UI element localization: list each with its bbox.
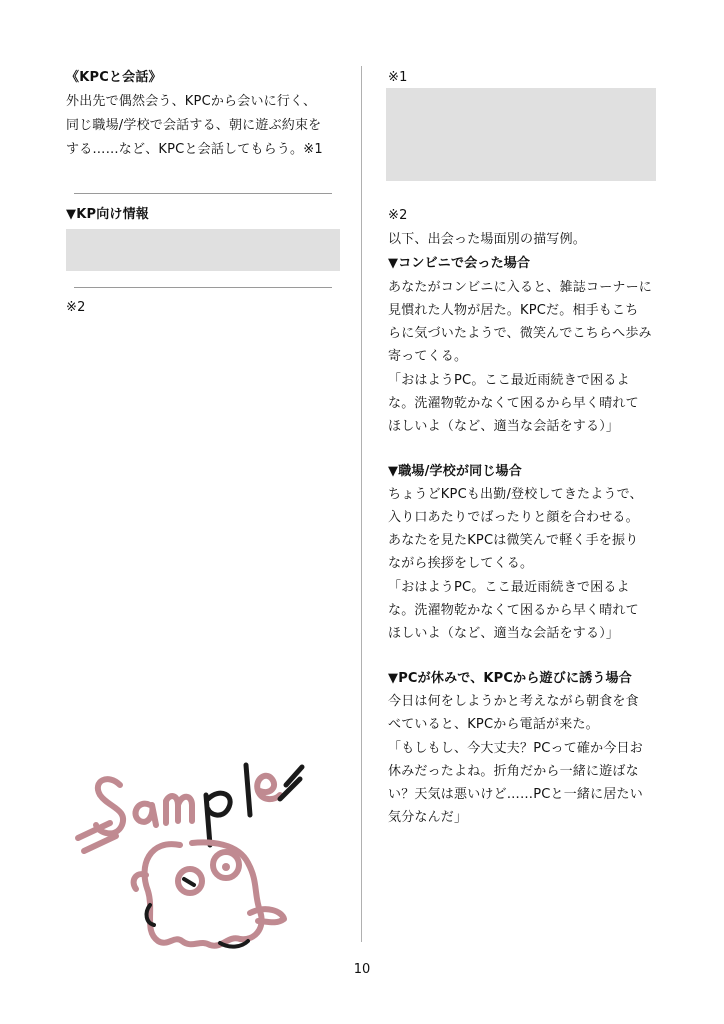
- section-line: 「おはようPC。ここ最近雨続きで困るよ: [388, 580, 630, 595]
- divider: [74, 287, 332, 288]
- section-heading: ▼PCが休みで、KPCから遊びに誘う場合: [388, 671, 632, 686]
- kp-info-box: [66, 229, 340, 271]
- note-label: ※1: [388, 70, 408, 85]
- section-line: 「おはようPC。ここ最近雨続きで困るよ: [388, 373, 630, 388]
- kpc-text-line: 外出先で偶然会う、KPCから会いに行く、: [66, 94, 317, 109]
- kpc-text-line: 同じ職場/学校で会話する、朝に遊ぶ約束を: [66, 118, 322, 133]
- section-line: あなたがコンビニに入ると、雑誌コーナーに: [388, 280, 653, 295]
- section-heading: ▼コンビニで会った場合: [388, 256, 531, 271]
- section-line: ながら挨拶をしてくる。: [388, 556, 534, 571]
- section-line: い？天気は悪いけど……PCと一緒に居たい: [388, 787, 643, 802]
- kp-info-heading: ▼KP向け情報: [66, 207, 149, 222]
- sample-watermark: [70, 735, 315, 960]
- note-label: ※2: [388, 208, 408, 223]
- section-line: 今日は何をしようかと考えながら朝食を食: [388, 694, 639, 709]
- column-divider: [361, 66, 362, 942]
- section-line: 休みだったよね。折角だから一緒に遊ばな: [388, 764, 639, 779]
- note-label: ※2: [66, 300, 86, 315]
- section-line: な。洗濯物乾かなくて困るから早く晴れて: [388, 603, 639, 618]
- section-line: べていると、KPCから電話が来た。: [388, 717, 599, 732]
- section-line: ほしいよ（など、適当な会話をする）」: [388, 626, 620, 641]
- section-line: 寄ってくる。: [388, 349, 468, 364]
- note1-box: [386, 88, 656, 181]
- section-heading: ▼職場/学校が同じ場合: [388, 464, 522, 479]
- intro-text: 以下、出会った場面別の描写例。: [388, 232, 587, 247]
- section-line: 見慣れた人物が居た。KPCだ。相手もこち: [388, 303, 639, 318]
- section-line: 「もしもし、今大丈夫？PCって確か今日お: [388, 741, 643, 756]
- section-line: ほしいよ（など、適当な会話をする）」: [388, 419, 620, 434]
- kpc-text-line: する……など、KPCと会話してもらう。※1: [66, 142, 323, 157]
- section-line: 気分なんだ」: [388, 810, 468, 825]
- section-line: あなたを見たKPCは微笑んで軽く手を振り: [388, 533, 639, 548]
- section-line: ちょうどKPCも出勤/登校してきたようで、: [388, 487, 643, 502]
- section-line: な。洗濯物乾かなくて困るから早く晴れて: [388, 396, 639, 411]
- kpc-heading: 《KPCと会話》: [66, 70, 162, 85]
- section-line: らに気づいたようで、微笑んでこちらへ歩み: [388, 326, 652, 341]
- divider: [74, 193, 332, 194]
- page-number: 10: [353, 962, 371, 977]
- section-line: 入り口あたりでばったりと顔を合わせる。: [388, 510, 639, 525]
